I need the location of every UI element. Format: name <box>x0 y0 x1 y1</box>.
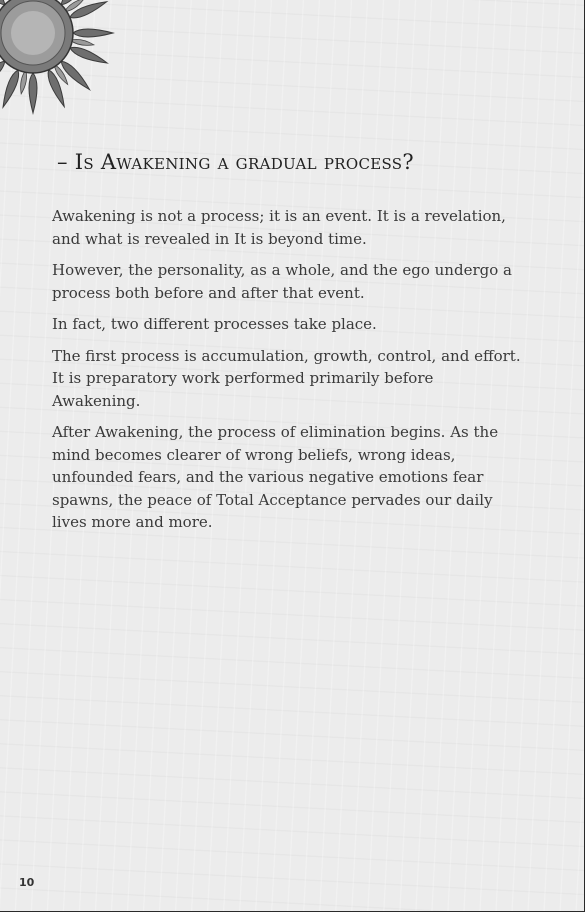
paragraph: Awakening is not a process; it is an event. It is a revelation, and what is revealed in It is beyond time. <box>52 207 506 248</box>
paragraph: The first process is accumulation, growth, control, and effort. It is preparatory work performed primarily before Awakening. <box>52 346 521 410</box>
page-title: – Is Awakening a gradual process? <box>57 150 414 174</box>
paragraph: After Awakening, the process of elimination begins. As the mind becomes clearer of wrong beliefs, wrong ideas, unfounded fears, and the various negative emotions fear spawns, the peace of Total Acceptance pervades our daily lives more and more. <box>52 423 499 531</box>
body-text <box>52 205 522 543</box>
page-number: 10 <box>19 876 35 889</box>
sun-ornament-icon <box>0 0 118 118</box>
paragraph: However, the personality, as a whole, and the ego undergo a process both before and after that event. <box>52 261 512 302</box>
paragraph: In fact, two different processes take place. <box>52 315 377 333</box>
